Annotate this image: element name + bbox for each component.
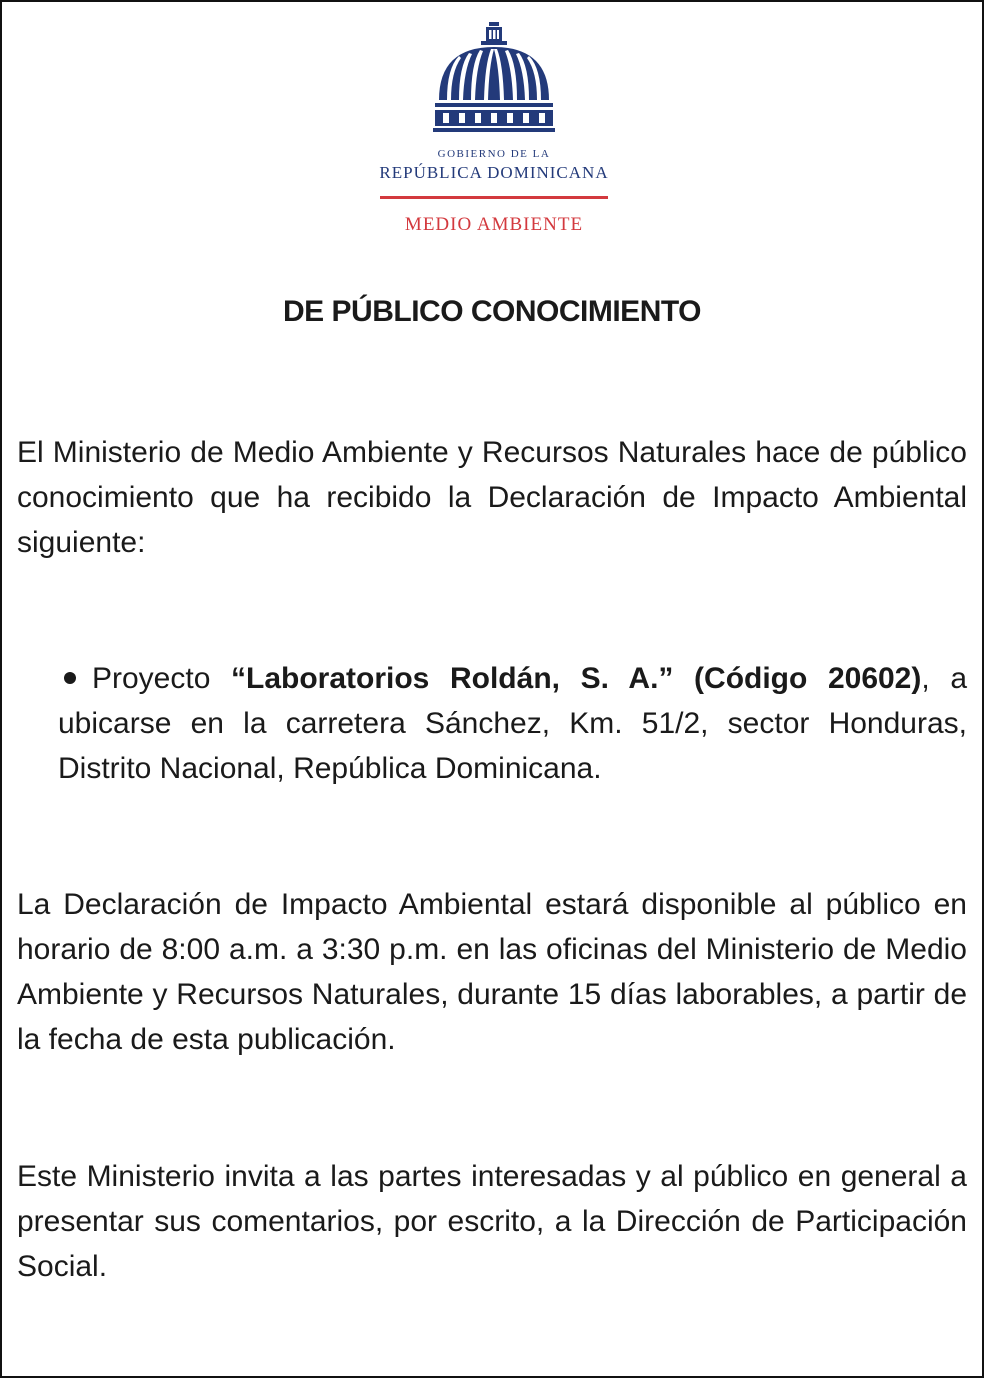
logo-government-text: GOBIERNO DE LA (437, 148, 551, 160)
bullet-prefix: Proyecto (92, 662, 232, 695)
invitation-paragraph: Este Ministerio invita a las partes interesadas y al público en general a presentar sus comentarios, por escrito, a la Dirección de Participación Social. (17, 1160, 967, 1283)
project-name: “Laboratorios Roldán, S. A.” (Código 20602) (231, 662, 922, 695)
project-bullet (58, 656, 967, 791)
availability-paragraph: La Declaración de Impacto Ambiental estará disponible al público en horario de 8:00 a.m. a 3:30 p.m. en las oficinas del Ministerio de Medio Ambiente y Recursos Naturales, durante 15 días laborables, a partir de la fecha de esta publicación. (17, 888, 967, 1056)
logo-republic-text: REPÚBLICA DOMINICANA (379, 163, 609, 182)
logo-ministry-text: MEDIO AMBIENTE (404, 214, 584, 235)
logo-divider (380, 196, 608, 199)
bullet-location: , a ubicarse en la carretera Sánchez, Km. 51/2, sector Honduras, Distrito Nacional, República Dominicana. (58, 662, 968, 785)
dome-emblem-icon (429, 20, 559, 142)
ministry-logo (356, 20, 632, 240)
intro-paragraph: El Ministerio de Medio Ambiente y Recursos Naturales hace de público conocimiento que ha recibido la Declaración de Impacto Ambiental siguiente: (17, 436, 967, 559)
bullet-icon (64, 672, 76, 684)
notice-title: DE PÚBLICO CONOCIMIENTO (283, 295, 701, 328)
